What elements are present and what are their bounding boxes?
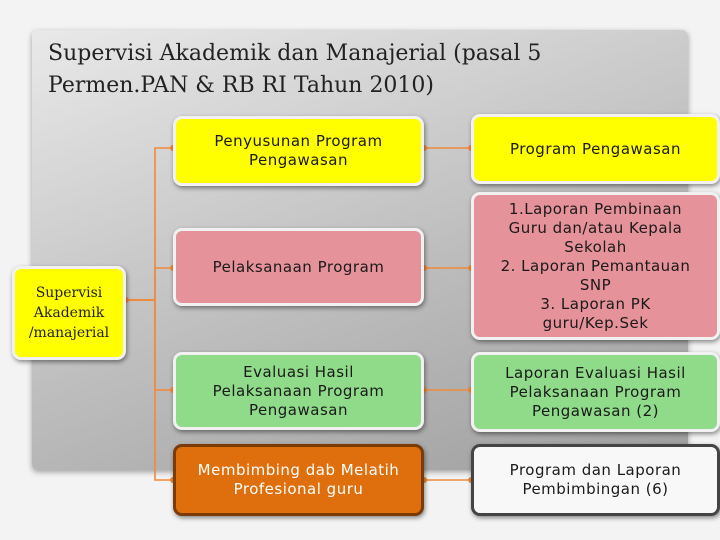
connector-root-activity-1	[126, 148, 173, 300]
activity-evaluasi-hasil: Evaluasi Hasil Pelaksanaan Program Pengawasan	[173, 352, 424, 430]
output-program-pengawasan: Program Pengawasan	[471, 114, 720, 184]
output-laporan-pembinaan: 1.Laporan Pembinaan Guru dan/atau Kepala Sekolah 2. Laporan Pemantauan SNP 3. Laporan PK guru/Kep.Sek	[471, 192, 720, 340]
output-program-laporan-pembimbingan: Program dan Laporan Pembimbingan (6)	[471, 444, 720, 516]
page-title: Supervisi Akademik dan Manajerial (pasal 5 Permen.PAN & RB RI Tahun 2010)	[48, 41, 542, 98]
connector-root-activity-2	[126, 268, 173, 300]
root-node-supervisi: Supervisi Akademik /manajerial	[12, 266, 126, 360]
activity-penyusunan-program: Penyusunan Program Pengawasan	[173, 116, 424, 186]
connector-root-activity-3	[126, 300, 173, 390]
output-laporan-evaluasi: Laporan Evaluasi Hasil Pelaksanaan Program Pengawasan (2)	[471, 352, 720, 432]
activity-membimbing-melatih: Membimbing dab Melatih Profesional guru	[173, 444, 424, 516]
activity-pelaksanaan-program: Pelaksanaan Program	[173, 228, 424, 306]
